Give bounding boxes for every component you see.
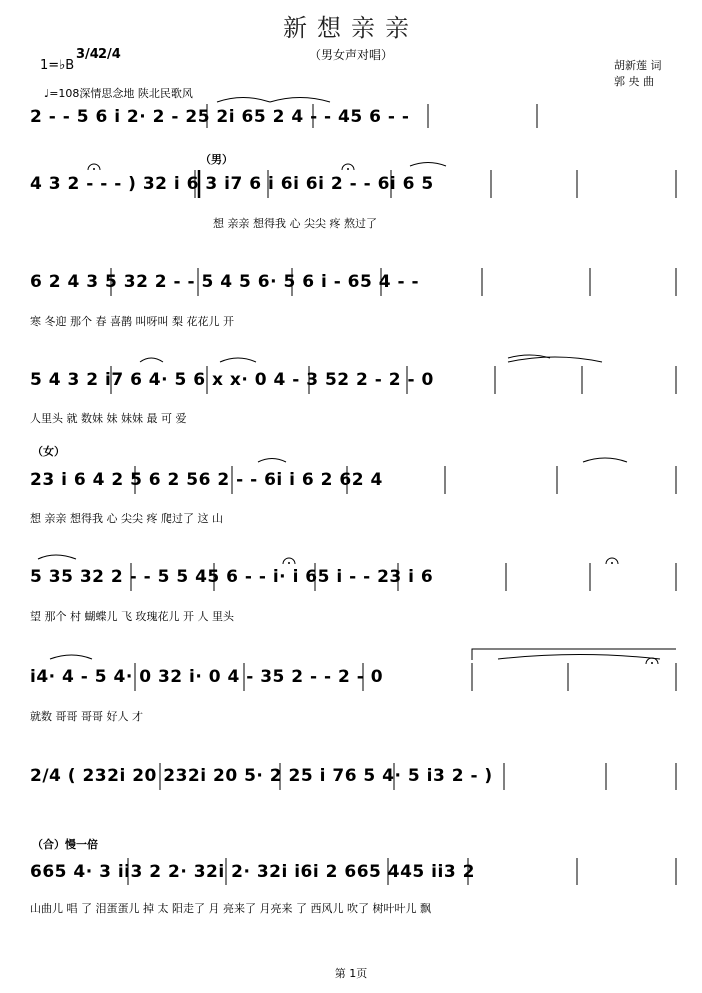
score-line-6: 5 35 32 2 - - 5 5 45 6 - - i· i 65 i - - 23 i 6: [30, 567, 434, 587]
composer-credit: 郭 央 曲: [614, 75, 654, 88]
page-number: 第 1页: [334, 967, 368, 980]
lyricist-credit: 胡新莲 词: [614, 59, 662, 72]
time-signature-b: 2/4: [98, 47, 121, 62]
score-line-2: 4 3 2 - - - ) 32 i 6 3 i7 6 i 6i 6i 2 - - 6i 6 5: [30, 174, 434, 194]
lyrics-line-7: 就数 哥哥 哥哥 好人 才: [30, 710, 143, 723]
song-title: 新想亲亲: [283, 14, 419, 42]
song-subtitle: （男女声对唱）: [308, 48, 393, 62]
score-line-1: 2 - - 5 6 i 2· 2 - 25 2i 65 2 4 - - 45 6 - -: [30, 107, 410, 127]
key-signature: 1=♭B: [40, 58, 75, 73]
lyrics-line-4: 人里头 就 数妹 妹 妹妹 最 可 爱: [30, 412, 187, 425]
time-signature-a: 3/4: [76, 47, 99, 62]
lyrics-line-9: 山曲儿 唱 了 泪蛋蛋儿 掉 太 阳走了 月 亮来了 月亮来 了 西风儿 吹了 树叶叶儿 飘: [30, 902, 431, 915]
lyrics-line-5: 想 亲亲 想得我 心 尖尖 疼 爬过了 这 山: [30, 512, 223, 525]
voice-label-female: （女）: [32, 445, 65, 458]
lyrics-line-2: 想 亲亲 想得我 心 尖尖 疼 熬过了: [213, 217, 377, 230]
tempo-marking: ♩=108深情思念地 陕北民歌风: [44, 87, 193, 100]
score-line-4: 5 4 3 2 i7 6 4· 5 6 x x· 0 4 - 3 52 2 - 2 - 0: [30, 370, 434, 390]
score-line-7: i4· 4 - 5 4· 0 32 i· 0 4 - 35 2 - - 2 - 0: [30, 667, 384, 687]
score-line-8-interlude: 2/4 ( 232i 20 232i 20 5· 2 25 i 76 5 4· 5 i3 2 - ): [30, 766, 493, 786]
lyrics-line-3: 寒 冬迎 那个 春 喜鹊 叫呀叫 梨 花花儿 开: [30, 315, 234, 328]
voice-label-male: （男）: [200, 153, 233, 166]
voice-label-chorus: （合）慢一倍: [32, 838, 98, 851]
score-line-5: 23 i 6 4 2 5 6 2 56 2 - - 6i i 6 2 62 4: [30, 470, 383, 490]
score-line-3: 6 2 4 3 5 32 2 - - 5 4 5 6· 5 6 i - 65 4 - -: [30, 272, 420, 292]
score-line-9: 665 4· 3 ii3 2 2· 32i 2· 32i i6i 2 665 445 ii3 2: [30, 862, 475, 882]
lyrics-line-6: 望 那个 村 蝴蝶儿 飞 玫瑰花儿 开 人 里头: [30, 610, 234, 623]
